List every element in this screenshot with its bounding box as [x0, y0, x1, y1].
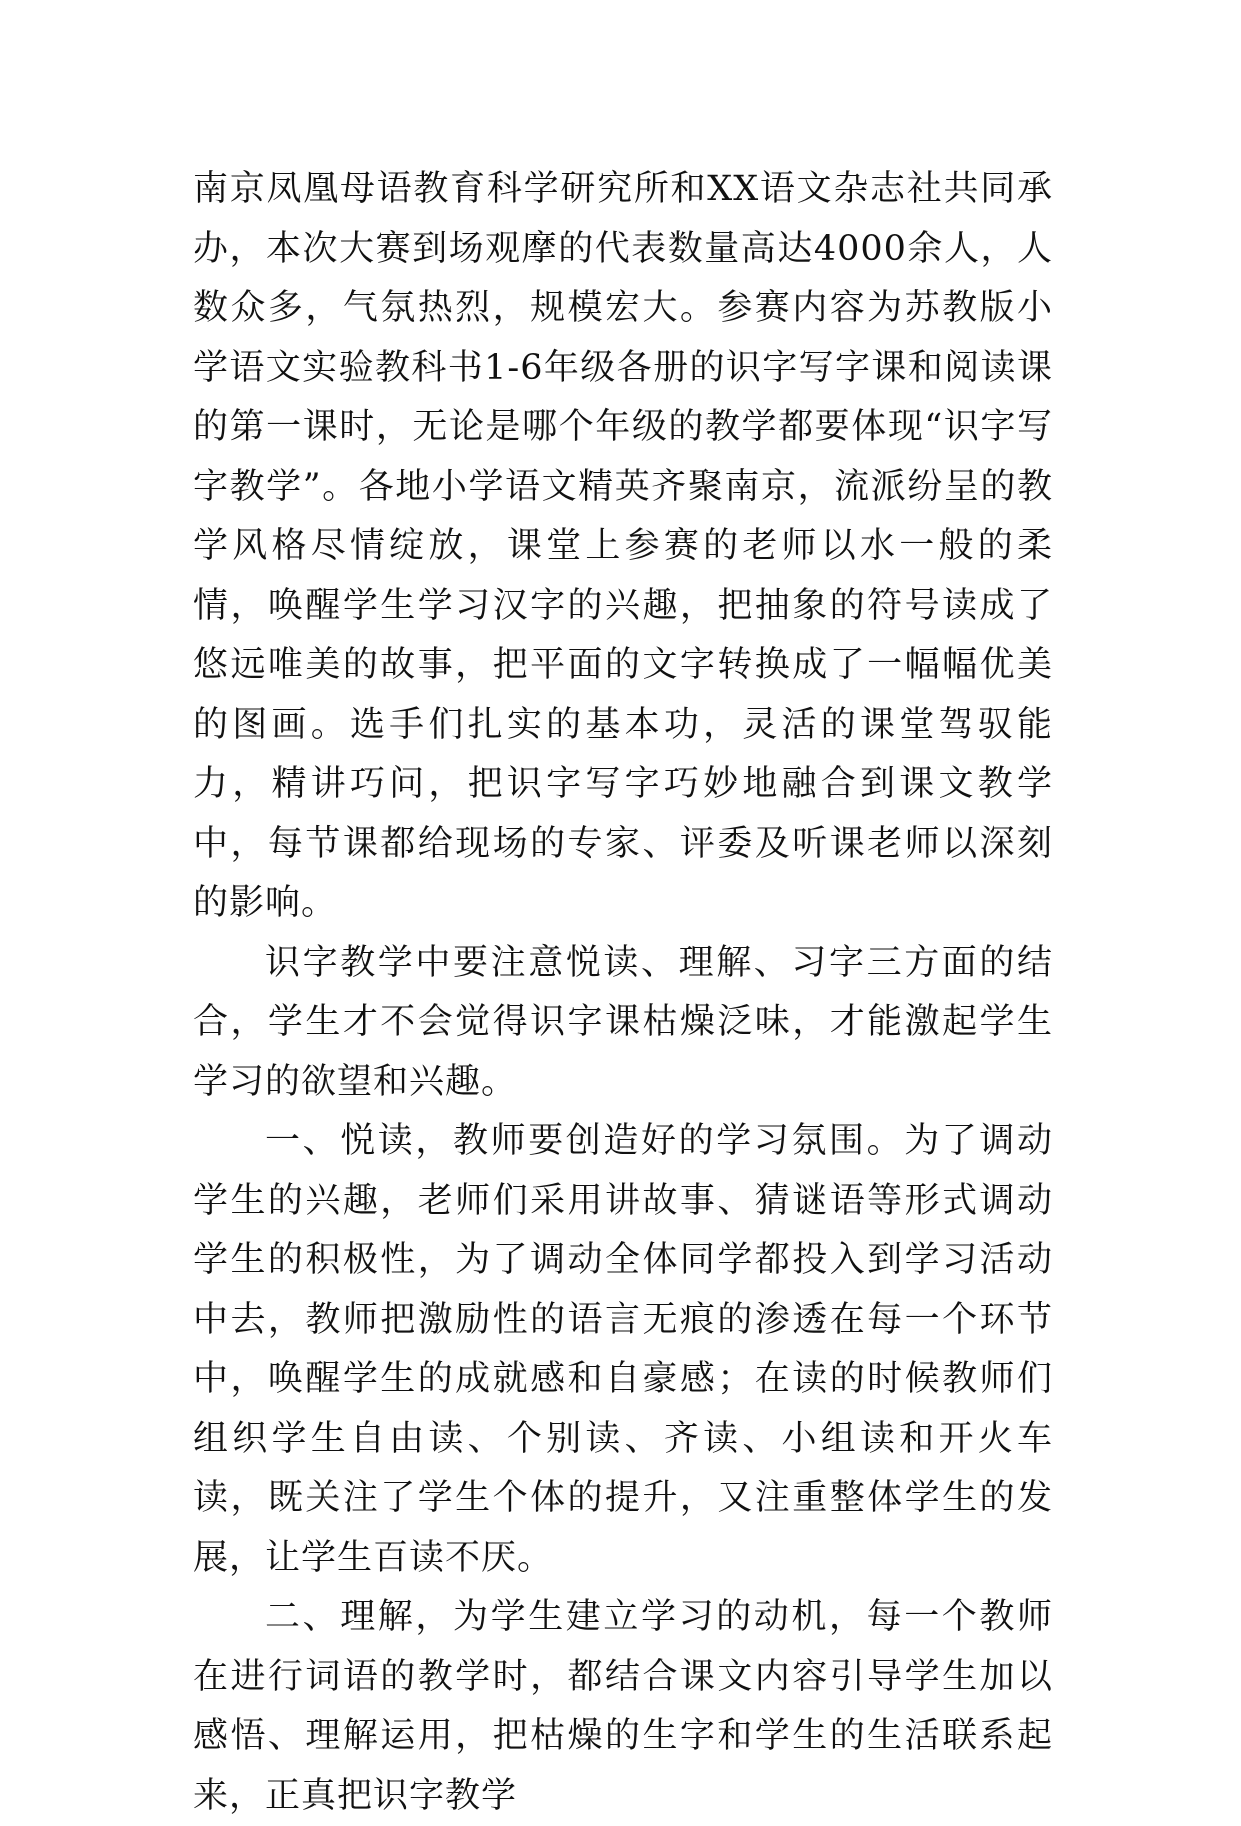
paragraph-joyful-reading: 一、悦读，教师要创造好的学习氛围。为了调动学生的兴趣，老师们采用讲故事、猜谜语等形式调动学生的积极性，为了调动全体同学都投入到学习活动中去，教师把激励性的语言无痕的渗透在每一个环节中，唤醒学生的成就感和自豪感；在读的时候教师们组织学生自由读、个别读、齐读、小组读和开火车读，既关注了学生个体的提升，又注重整体学生的发展，让学生百读不厌。	[193, 1121, 1053, 1578]
paragraph-understanding: 二、理解，为学生建立学习的动机，每一个教师在进行词语的教学时，都结合课文内容引导学生加以感悟、理解运用，把枯燥的生字和学生的生活联系起来，正真把识字教学	[193, 1597, 1053, 1816]
paragraph-literacy-principles: 识字教学中要注意悦读、理解、习字三方面的结合，学生才不会觉得识字课枯燥泛味，才能激起学生学习的欲望和兴趣。	[193, 942, 1053, 1102]
document-body	[193, 160, 1053, 1826]
paragraph-competition-overview: 南京凤凰母语教育科学研究所和XX语文杂志社共同承办，本次大赛到场观摩的代表数量高达4000余人，人数众多，气氛热烈，规模宏大。参赛内容为苏教版小学语文实验教科书1-6年级各册的识字写字课和阅读课的第一课时，无论是哪个年级的教学都要体现“识字写字教学”。各地小学语文精英齐聚南京，流派纷呈的教学风格尽情绽放，课堂上参赛的老师以水一般的柔情，唤醒学生学习汉字的兴趣，把抽象的符号读成了悠远唯美的故事，把平面的文字转换成了一幅幅优美的图画。选手们扎实的基本功，灵活的课堂驾驭能力，精讲巧问，把识字写字巧妙地融合到课文教学中，每节课都给现场的专家、评委及听课老师以深刻的影响。	[193, 169, 1053, 923]
